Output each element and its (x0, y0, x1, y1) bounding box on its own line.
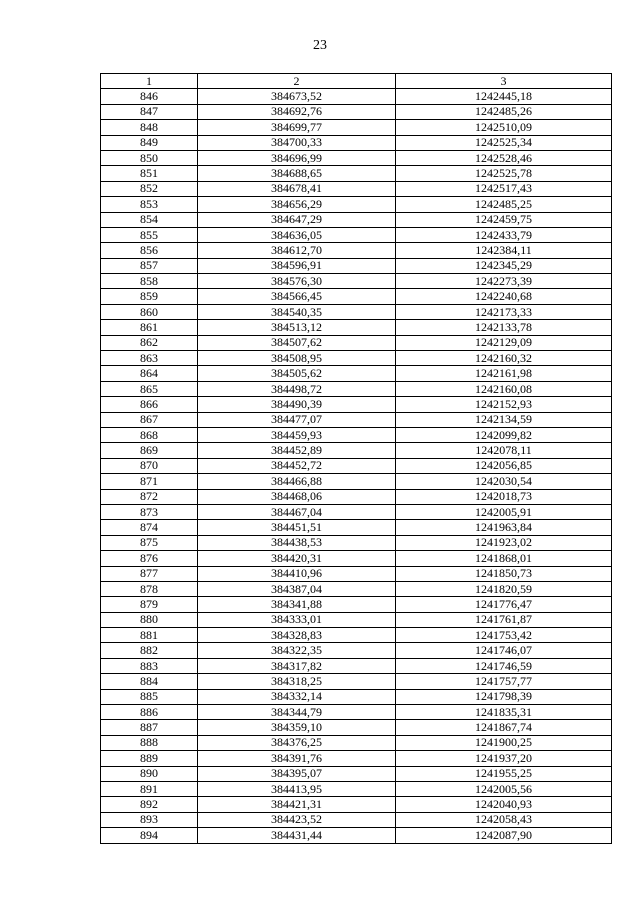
table-row (101, 797, 612, 812)
point-number-cell: 891 (101, 781, 198, 796)
coordinate-x-cell: 384376,25 (198, 735, 396, 750)
coordinate-y-cell: 1241757,77 (396, 674, 612, 689)
table-row (101, 89, 612, 104)
point-number-cell: 866 (101, 397, 198, 412)
column-header-1: 1 (101, 74, 198, 89)
point-number-cell: 873 (101, 504, 198, 519)
table-row (101, 628, 612, 643)
table-row (101, 581, 612, 596)
table-row (101, 274, 612, 289)
table-row (101, 689, 612, 704)
coordinate-y-cell: 1241761,87 (396, 612, 612, 627)
point-number-cell: 861 (101, 320, 198, 335)
coordinate-x-cell: 384423,52 (198, 812, 396, 827)
point-number-cell: 870 (101, 458, 198, 473)
point-number-cell: 890 (101, 766, 198, 781)
coordinate-y-cell: 1241923,02 (396, 535, 612, 550)
coordinate-x-cell: 384692,76 (198, 104, 396, 119)
coordinate-x-cell: 384673,52 (198, 89, 396, 104)
table-row (101, 120, 612, 135)
coordinate-x-cell: 384344,79 (198, 705, 396, 720)
coordinate-x-cell: 384322,35 (198, 643, 396, 658)
coordinate-y-cell: 1241937,20 (396, 751, 612, 766)
table-row (101, 104, 612, 119)
coordinate-y-cell: 1242433,79 (396, 227, 612, 242)
coordinate-x-cell: 384576,30 (198, 274, 396, 289)
point-number-cell: 864 (101, 366, 198, 381)
coordinate-x-cell: 384656,29 (198, 197, 396, 212)
table-row (101, 735, 612, 750)
coordinate-y-cell: 1242528,46 (396, 150, 612, 165)
table-header-row (101, 74, 612, 89)
point-number-cell: 872 (101, 489, 198, 504)
table-row (101, 643, 612, 658)
coordinate-y-cell: 1242160,08 (396, 381, 612, 396)
table-body (101, 89, 612, 843)
point-number-cell: 849 (101, 135, 198, 150)
table-row (101, 381, 612, 396)
point-number-cell: 855 (101, 227, 198, 242)
coordinate-x-cell: 384699,77 (198, 120, 396, 135)
coordinate-y-cell: 1241798,39 (396, 689, 612, 704)
coordinate-x-cell: 384678,41 (198, 181, 396, 196)
table-row (101, 397, 612, 412)
coordinate-x-cell: 384566,45 (198, 289, 396, 304)
coordinate-y-cell: 1242078,11 (396, 443, 612, 458)
column-header-2: 2 (198, 74, 396, 89)
coordinate-x-cell: 384688,65 (198, 166, 396, 181)
coordinate-x-cell: 384466,88 (198, 474, 396, 489)
point-number-cell: 862 (101, 335, 198, 350)
point-number-cell: 856 (101, 243, 198, 258)
point-number-cell: 889 (101, 751, 198, 766)
table-row (101, 412, 612, 427)
coordinate-x-cell: 384318,25 (198, 674, 396, 689)
coordinate-y-cell: 1241746,07 (396, 643, 612, 658)
coordinate-y-cell: 1242134,59 (396, 412, 612, 427)
coordinate-y-cell: 1242510,09 (396, 120, 612, 135)
coordinate-x-cell: 384540,35 (198, 304, 396, 319)
table-row (101, 150, 612, 165)
coordinate-x-cell: 384421,31 (198, 797, 396, 812)
coordinate-x-cell: 384459,93 (198, 427, 396, 442)
coordinate-x-cell: 384332,14 (198, 689, 396, 704)
point-number-cell: 851 (101, 166, 198, 181)
coordinate-x-cell: 384395,07 (198, 766, 396, 781)
coordinate-x-cell: 384636,05 (198, 227, 396, 242)
table-row (101, 335, 612, 350)
point-number-cell: 858 (101, 274, 198, 289)
point-number-cell: 883 (101, 658, 198, 673)
table-row (101, 135, 612, 150)
table-row (101, 781, 612, 796)
table-row (101, 489, 612, 504)
point-number-cell: 846 (101, 89, 198, 104)
point-number-cell: 894 (101, 828, 198, 843)
coordinate-y-cell: 1242129,09 (396, 335, 612, 350)
coordinate-y-cell: 1242445,18 (396, 89, 612, 104)
coordinate-y-cell: 1242161,98 (396, 366, 612, 381)
table-row (101, 504, 612, 519)
point-number-cell: 880 (101, 612, 198, 627)
table-row (101, 351, 612, 366)
coordinate-x-cell: 384498,72 (198, 381, 396, 396)
coordinate-y-cell: 1242087,90 (396, 828, 612, 843)
coordinate-x-cell: 384596,91 (198, 258, 396, 273)
coordinate-y-cell: 1242173,33 (396, 304, 612, 319)
table-row (101, 320, 612, 335)
coordinate-x-cell: 384359,10 (198, 720, 396, 735)
coordinate-x-cell: 384477,07 (198, 412, 396, 427)
point-number-cell: 847 (101, 104, 198, 119)
point-number-cell: 853 (101, 197, 198, 212)
page-number: 23 (313, 38, 327, 53)
coordinate-x-cell: 384420,31 (198, 551, 396, 566)
point-number-cell: 863 (101, 351, 198, 366)
table-row (101, 658, 612, 673)
coordinate-y-cell: 1242133,78 (396, 320, 612, 335)
point-number-cell: 892 (101, 797, 198, 812)
coordinate-y-cell: 1241867,74 (396, 720, 612, 735)
point-number-cell: 882 (101, 643, 198, 658)
coordinate-y-cell: 1242459,75 (396, 212, 612, 227)
point-number-cell: 848 (101, 120, 198, 135)
coordinate-x-cell: 384333,01 (198, 612, 396, 627)
point-number-cell: 877 (101, 566, 198, 581)
coordinate-x-cell: 384467,04 (198, 504, 396, 519)
point-number-cell: 854 (101, 212, 198, 227)
table-row (101, 612, 612, 627)
coordinate-x-cell: 384452,89 (198, 443, 396, 458)
point-number-cell: 867 (101, 412, 198, 427)
coordinate-x-cell: 384490,39 (198, 397, 396, 412)
point-number-cell: 860 (101, 304, 198, 319)
table-row (101, 458, 612, 473)
coordinate-y-cell: 1241776,47 (396, 597, 612, 612)
table-row (101, 258, 612, 273)
table-row (101, 828, 612, 843)
table-row (101, 566, 612, 581)
coordinate-y-cell: 1241900,25 (396, 735, 612, 750)
coordinate-y-cell: 1242058,43 (396, 812, 612, 827)
point-number-cell: 875 (101, 535, 198, 550)
coordinate-y-cell: 1242056,85 (396, 458, 612, 473)
point-number-cell: 852 (101, 181, 198, 196)
coordinate-x-cell: 384328,83 (198, 628, 396, 643)
coordinate-y-cell: 1242273,39 (396, 274, 612, 289)
coordinate-x-cell: 384438,53 (198, 535, 396, 550)
point-number-cell: 865 (101, 381, 198, 396)
coordinate-y-cell: 1242525,34 (396, 135, 612, 150)
coordinate-y-cell: 1241868,01 (396, 551, 612, 566)
point-number-cell: 850 (101, 150, 198, 165)
coordinate-x-cell: 384647,29 (198, 212, 396, 227)
coordinate-y-cell: 1242485,25 (396, 197, 612, 212)
coordinate-x-cell: 384696,99 (198, 150, 396, 165)
table-row (101, 474, 612, 489)
table-row (101, 427, 612, 442)
coordinate-y-cell: 1242384,11 (396, 243, 612, 258)
coordinate-y-cell: 1241955,25 (396, 766, 612, 781)
point-number-cell: 885 (101, 689, 198, 704)
coordinate-y-cell: 1241850,73 (396, 566, 612, 581)
point-number-cell: 887 (101, 720, 198, 735)
table-row (101, 289, 612, 304)
coordinate-y-cell: 1242152,93 (396, 397, 612, 412)
table-row (101, 166, 612, 181)
table-row (101, 674, 612, 689)
table-row (101, 597, 612, 612)
table-row (101, 366, 612, 381)
table-row (101, 751, 612, 766)
coordinate-y-cell: 1241820,59 (396, 581, 612, 596)
table-row (101, 705, 612, 720)
table-row (101, 551, 612, 566)
table-row (101, 535, 612, 550)
table-row (101, 243, 612, 258)
coordinate-x-cell: 384413,95 (198, 781, 396, 796)
coordinate-y-cell: 1242485,26 (396, 104, 612, 119)
point-number-cell: 869 (101, 443, 198, 458)
coordinates-table (100, 73, 612, 844)
table-row (101, 212, 612, 227)
coordinate-y-cell: 1242005,91 (396, 504, 612, 519)
point-number-cell: 884 (101, 674, 198, 689)
coordinate-x-cell: 384387,04 (198, 581, 396, 596)
coordinate-y-cell: 1242345,29 (396, 258, 612, 273)
table-row (101, 520, 612, 535)
coordinate-x-cell: 384452,72 (198, 458, 396, 473)
table-row (101, 720, 612, 735)
coordinate-x-cell: 384451,51 (198, 520, 396, 535)
point-number-cell: 876 (101, 551, 198, 566)
point-number-cell: 878 (101, 581, 198, 596)
coordinate-y-cell: 1242040,93 (396, 797, 612, 812)
coordinate-x-cell: 384508,95 (198, 351, 396, 366)
coordinate-y-cell: 1242160,32 (396, 351, 612, 366)
coordinate-x-cell: 384700,33 (198, 135, 396, 150)
table-row (101, 197, 612, 212)
table-row (101, 181, 612, 196)
point-number-cell: 879 (101, 597, 198, 612)
point-number-cell: 874 (101, 520, 198, 535)
point-number-cell: 857 (101, 258, 198, 273)
point-number-cell: 868 (101, 427, 198, 442)
coordinate-x-cell: 384612,70 (198, 243, 396, 258)
coordinate-y-cell: 1242030,54 (396, 474, 612, 489)
coordinate-y-cell: 1242525,78 (396, 166, 612, 181)
coordinate-y-cell: 1241963,84 (396, 520, 612, 535)
coordinate-x-cell: 384468,06 (198, 489, 396, 504)
point-number-cell: 859 (101, 289, 198, 304)
coordinate-y-cell: 1242240,68 (396, 289, 612, 304)
table-row (101, 304, 612, 319)
coordinate-y-cell: 1242517,43 (396, 181, 612, 196)
coordinate-y-cell: 1241746,59 (396, 658, 612, 673)
point-number-cell: 888 (101, 735, 198, 750)
table-row (101, 766, 612, 781)
coordinate-x-cell: 384505,62 (198, 366, 396, 381)
column-header-3: 3 (396, 74, 612, 89)
coordinate-y-cell: 1241753,42 (396, 628, 612, 643)
coordinate-x-cell: 384431,44 (198, 828, 396, 843)
table-row (101, 812, 612, 827)
coordinate-x-cell: 384410,96 (198, 566, 396, 581)
coordinate-x-cell: 384341,88 (198, 597, 396, 612)
coordinate-y-cell: 1241835,31 (396, 705, 612, 720)
point-number-cell: 871 (101, 474, 198, 489)
coordinate-x-cell: 384513,12 (198, 320, 396, 335)
coordinate-y-cell: 1242005,56 (396, 781, 612, 796)
coordinate-x-cell: 384317,82 (198, 658, 396, 673)
point-number-cell: 881 (101, 628, 198, 643)
coordinate-y-cell: 1242018,73 (396, 489, 612, 504)
point-number-cell: 893 (101, 812, 198, 827)
coordinate-y-cell: 1242099,82 (396, 427, 612, 442)
table-row (101, 227, 612, 242)
point-number-cell: 886 (101, 705, 198, 720)
coordinate-x-cell: 384391,76 (198, 751, 396, 766)
table-row (101, 443, 612, 458)
coordinate-x-cell: 384507,62 (198, 335, 396, 350)
